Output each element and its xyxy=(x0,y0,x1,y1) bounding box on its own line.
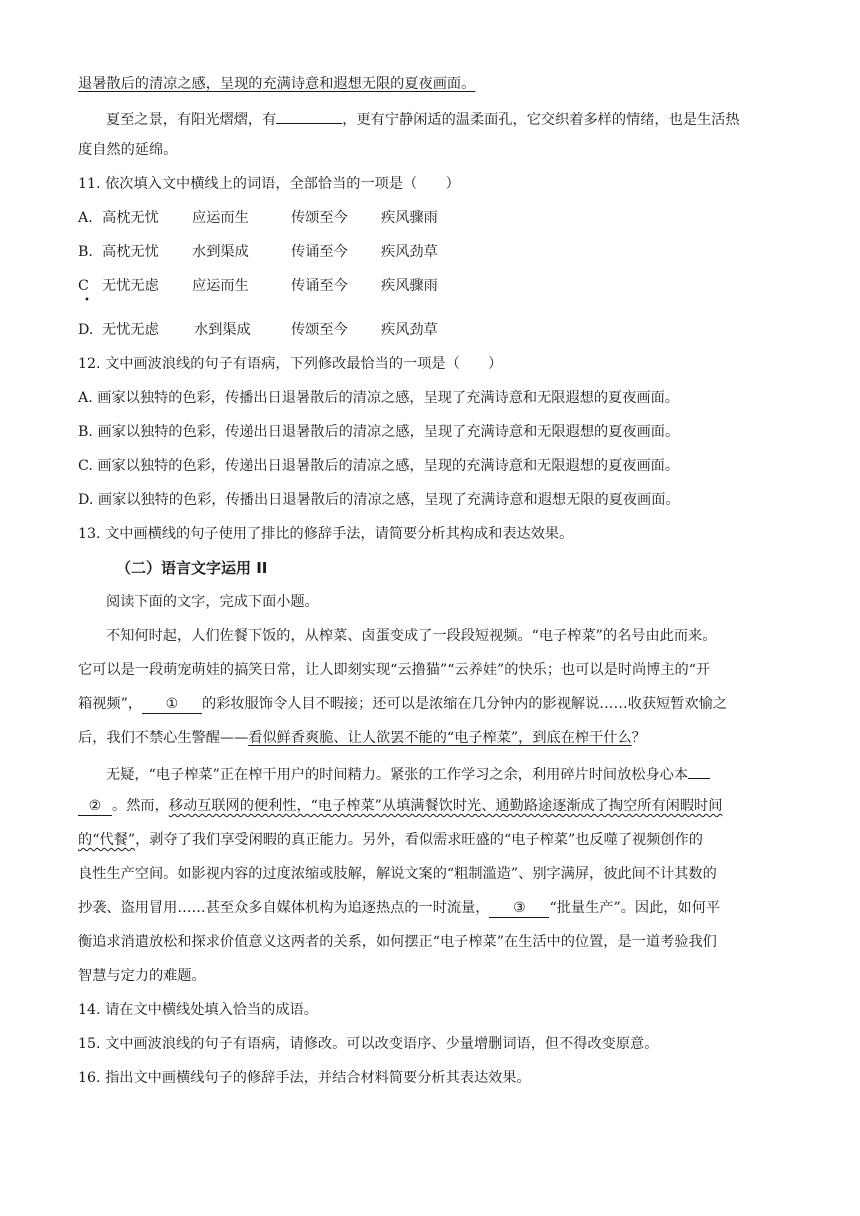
passage2-p1-line1: 不知何时起，人们佐餐下饭的，从榨菜、卤蛋变成了一段段短视频。“电子榨菜”的名号由此而来。 xyxy=(106,628,717,644)
passage2-p2-line1: 无疑，“电子榨菜”正在榨干用户的时间精力。紧张的工作学习之余，利用碎片时间放松身心本 xyxy=(78,762,710,785)
underlined-sentence: 退暑散后的清凉之感，呈现的充满诗意和遐想无限的夏夜画面。 xyxy=(78,76,476,92)
q13-stem: 13. 文中画横线的句子使用了排比的修辞手法，请简要分析其构成和表达效果。 xyxy=(78,526,574,542)
q11-option-c: C 无忧无虑 应运而生 传诵至今 疾风骤雨 xyxy=(78,278,438,294)
passage2-p1-line3: 箱视频”， ① 的彩妆服饰令人目不暇接；还可以是浓缩在几分钟内的影视解说……收获短暂欢愉之 xyxy=(78,696,727,712)
q11-stem: 11. 依次填入文中横线上的词语，全部恰当的一项是（ ） xyxy=(78,176,460,192)
q12-option-c: C. 画家以独特的色彩，传递出日退暑散后的清凉之感，呈现的充满诗意和无限遐想的夏夜画面。 xyxy=(78,458,680,474)
q14-stem: 14. 请在文中横线处填入恰当的成语。 xyxy=(78,1002,318,1018)
passage2-p1-line2: 它可以是一段萌宠萌娃的搞笑日常，让人即刻实现“云撸猫”“云养娃”的快乐；也可以是时尚博主的“开 xyxy=(78,662,711,678)
passage2-p1-line4: 后，我们不禁心生警醒——看似鲜香爽脆、让人欲罢不能的“电子榨菜”，到底在榨干什么？ xyxy=(78,730,646,746)
fill-blank xyxy=(276,107,342,124)
fill-blank-2-start xyxy=(688,762,710,779)
passage2-p2-line4: 良性生产空间。如影视内容的过度浓缩或肢解，解说文案的“粗制滥造”、别字满屏，彼此间不计其数的 xyxy=(78,866,717,882)
section-heading: （二）语言文字运用 II xyxy=(116,559,268,577)
underlined-sentence: 看似鲜香爽脆、让人欲罢不能的“电子榨菜”，到底在榨干什么 xyxy=(248,730,632,746)
wavy-underlined-sentence: 移动互联网的便利性，“电子榨菜”从填满餐饮时光、通勤路途逐渐成了掏空所有闲暇时间 xyxy=(168,798,723,814)
passage1-para2-line1: 夏至之景，有阳光熠熠，有 ，更有宁静闲适的温柔面孔，它交织着多样的情绪，也是生活热 xyxy=(78,107,740,130)
reading-instruction: 阅读下面的文字，完成下面小题。 xyxy=(106,594,319,610)
q12-stem: 12. 文中画波浪线的句子有语病，下列修改最恰当的一项是（ ） xyxy=(78,356,503,372)
passage1-line1 xyxy=(78,74,475,94)
dot-mark: • xyxy=(84,295,90,306)
passage2-p2-line2: ② 。然而，移动互联网的便利性，“电子榨菜”从填满餐饮时光、通勤路途逐渐成了掏空所有闲暇时间 xyxy=(78,796,722,816)
passage2-p2-line6: 衡追求消遣放松和探求价值意义这两者的关系，如何摆正“电子榨菜”在生活中的位置，是一道考验我们 xyxy=(78,934,717,950)
q11-option-d: D. 无忧无虑 水到渠成 传颂至今 疾风劲草 xyxy=(78,322,438,338)
fill-blank-3: ③ xyxy=(489,899,549,918)
passage2-p2-line3: 的“代餐”，剥夺了我们享受闲暇的真正能力。另外，看似需求旺盛的“电子榨菜”也反噬了视频创作的 xyxy=(78,832,703,848)
q15-stem: 15. 文中画波浪线的句子有语病，请修改。可以改变语序、少量增删词语，但不得改变原意。 xyxy=(78,1036,659,1052)
fill-blank-2: ② xyxy=(78,797,112,816)
wavy-underlined-sentence-end: 的“代餐” xyxy=(78,832,136,848)
q11-option-b: B. 高枕无忧 水到渠成 传诵至今 疾风劲草 xyxy=(78,244,438,260)
fill-blank-1: ① xyxy=(142,695,202,714)
passage2-p2-line5: 抄袭、盗用冒用……甚至众多自媒体机构为追逐热点的一时流量， ③ “批量生产”。因此，如何平 xyxy=(78,900,721,916)
passage2-p2-line7: 智慧与定力的难题。 xyxy=(78,968,206,984)
q16-stem: 16. 指出文中画横线句子的修辞手法，并结合材料简要分析其表达效果。 xyxy=(78,1070,531,1086)
q12-option-b: B. 画家以独特的色彩，传递出日退暑散后的清凉之感，呈现了充满诗意和无限遐想的夏夜画面。 xyxy=(78,424,680,440)
passage1-para2-line2: 度自然的延绵。 xyxy=(78,142,178,158)
q12-option-a: A. 画家以独特的色彩，传播出日退暑散后的清凉之感，呈现了充满诗意和无限遐想的夏夜画面。 xyxy=(78,390,679,406)
q12-option-d: D. 画家以独特的色彩，传播出日退暑散后的清凉之感，呈现了充满诗意和遐想无限的夏夜画面。 xyxy=(78,492,680,508)
q11-option-a: A. 高枕无忧 应运而生 传颂至今 疾风骤雨 xyxy=(78,210,438,226)
